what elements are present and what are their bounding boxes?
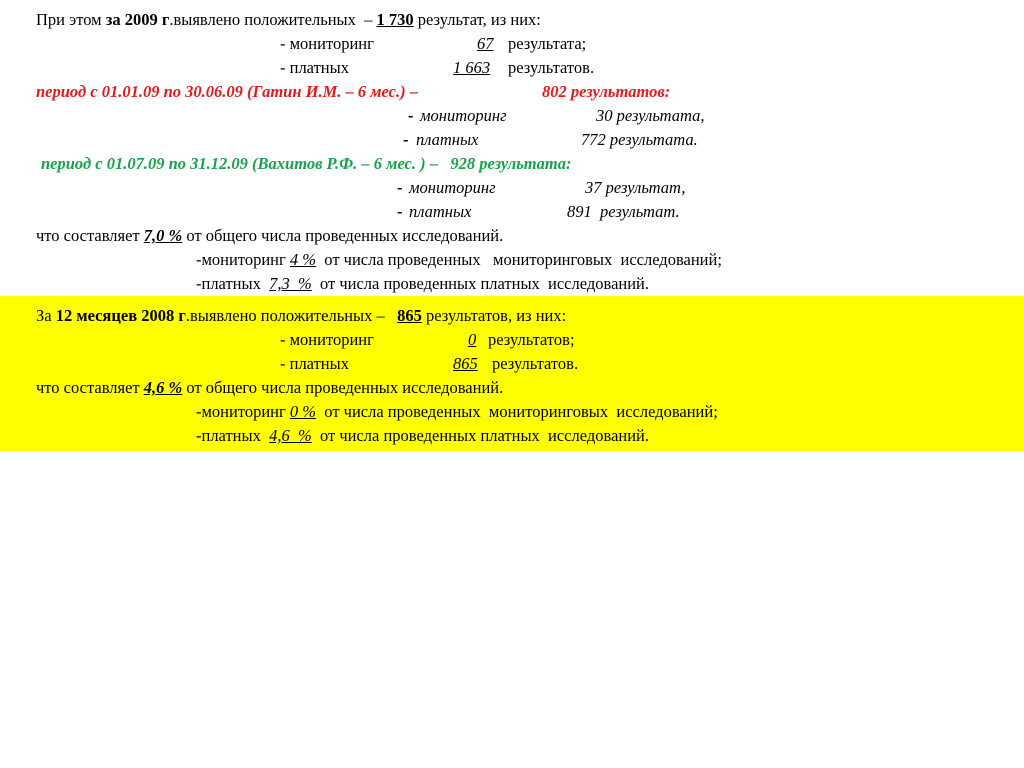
paid-2008-value: 865 xyxy=(453,354,478,373)
summary-2008-line xyxy=(36,306,566,326)
paid-percent-suffix: от числа проведенных платных исследований. xyxy=(311,274,650,293)
summary-2009-line xyxy=(36,10,541,30)
monitoring-2009-unit: результата; xyxy=(508,34,587,53)
year-2008-label: 12 месяцев 2008 г xyxy=(55,306,186,325)
percent-2009-value: 7,0 % xyxy=(143,226,183,245)
paid-2008-unit: результатов. xyxy=(492,354,579,373)
paid-percent-2008-line xyxy=(196,426,649,446)
percent-2008-line xyxy=(36,378,503,398)
paid-percent-2009-value: 7,3 % xyxy=(269,274,312,293)
paid-2009-value: 1 663 xyxy=(453,58,491,77)
results-text-2008: результатов, из них: xyxy=(421,306,567,325)
period1-monitoring-dash: - xyxy=(408,106,414,125)
paid-percent-prefix-2008: -платных xyxy=(196,426,270,445)
paid-percent-2008-value: 4,6 % xyxy=(269,426,312,445)
period1-monitoring-label: мониторинг xyxy=(420,106,507,125)
detected-text-2008: .выявлено положительных – xyxy=(185,306,398,325)
paid-2009-unit: результатов. xyxy=(508,58,595,77)
period2-paid-dash: - xyxy=(397,202,403,221)
paid-percent-prefix: -платных xyxy=(196,274,270,293)
monitoring-percent-suffix: от числа проведенных мониторинговых исследований; xyxy=(316,250,722,269)
percent-2008-value: 4,6 % xyxy=(143,378,183,397)
period1-total: 802 результатов: xyxy=(542,82,671,101)
percent-2009-line xyxy=(36,226,503,246)
period1-paid-dash: - xyxy=(403,130,409,149)
paid-percent-suffix-2008: от числа проведенных платных исследований. xyxy=(311,426,650,445)
monitoring-2008-label: - мониторинг xyxy=(280,330,374,349)
period2-monitoring-dash: - xyxy=(397,178,403,197)
monitoring-percent-2009-line xyxy=(196,250,722,270)
period1-title: период с 01.01.09 по 30.06.09 (Гатин И.М. – 6 мес.) – xyxy=(36,82,418,101)
year-2009-label: за 2009 г xyxy=(105,10,170,29)
total-2009-value: 1 730 xyxy=(376,10,414,29)
paid-percent-2009-line xyxy=(196,274,649,294)
intro-text: При этом xyxy=(36,10,106,29)
monitoring-percent-2009-value: 4 % xyxy=(289,250,317,269)
paid-2008-label: - платных xyxy=(280,354,349,373)
percent-suffix-2008: от общего числа проведенных исследований. xyxy=(182,378,504,397)
monitoring-2008-unit: результатов; xyxy=(488,330,575,349)
monitoring-percent-2008-value: 0 % xyxy=(289,402,317,421)
percent-prefix-2008: что составляет xyxy=(36,378,144,397)
monitoring-percent-suffix-2008: от числа проведенных мониторинговых исследований; xyxy=(316,402,718,421)
period1-paid-value: 772 результата. xyxy=(581,130,698,149)
detected-text: .выявлено положительных – xyxy=(169,10,377,29)
monitoring-2009-label: - мониторинг xyxy=(280,34,374,53)
period2-paid-label: платных xyxy=(409,202,472,221)
percent-suffix: от общего числа проведенных исследований. xyxy=(182,226,504,245)
results-text: результат, из них: xyxy=(413,10,541,29)
total-2008-value: 865 xyxy=(397,306,422,325)
intro-text-2008: За xyxy=(36,306,56,325)
period2-paid-value: 891 результат. xyxy=(567,202,680,221)
paid-2009-label: - платных xyxy=(280,58,349,77)
percent-prefix: что составляет xyxy=(36,226,144,245)
monitoring-percent-2008-line xyxy=(196,402,718,422)
period1-monitoring-value: 30 результата, xyxy=(596,106,705,125)
period2-monitoring-label: мониторинг xyxy=(409,178,496,197)
monitoring-2008-value: 0 xyxy=(468,330,477,349)
period2-title: период с 01.07.09 по 31.12.09 (Вахитов Р.Ф. – 6 мес. ) – 928 результата: xyxy=(41,154,572,173)
period1-paid-label: платных xyxy=(416,130,479,149)
period2-monitoring-value: 37 результат, xyxy=(585,178,686,197)
monitoring-2009-value: 67 xyxy=(477,34,494,53)
monitoring-percent-prefix: -мониторинг xyxy=(196,250,290,269)
monitoring-percent-prefix-2008: -мониторинг xyxy=(196,402,290,421)
